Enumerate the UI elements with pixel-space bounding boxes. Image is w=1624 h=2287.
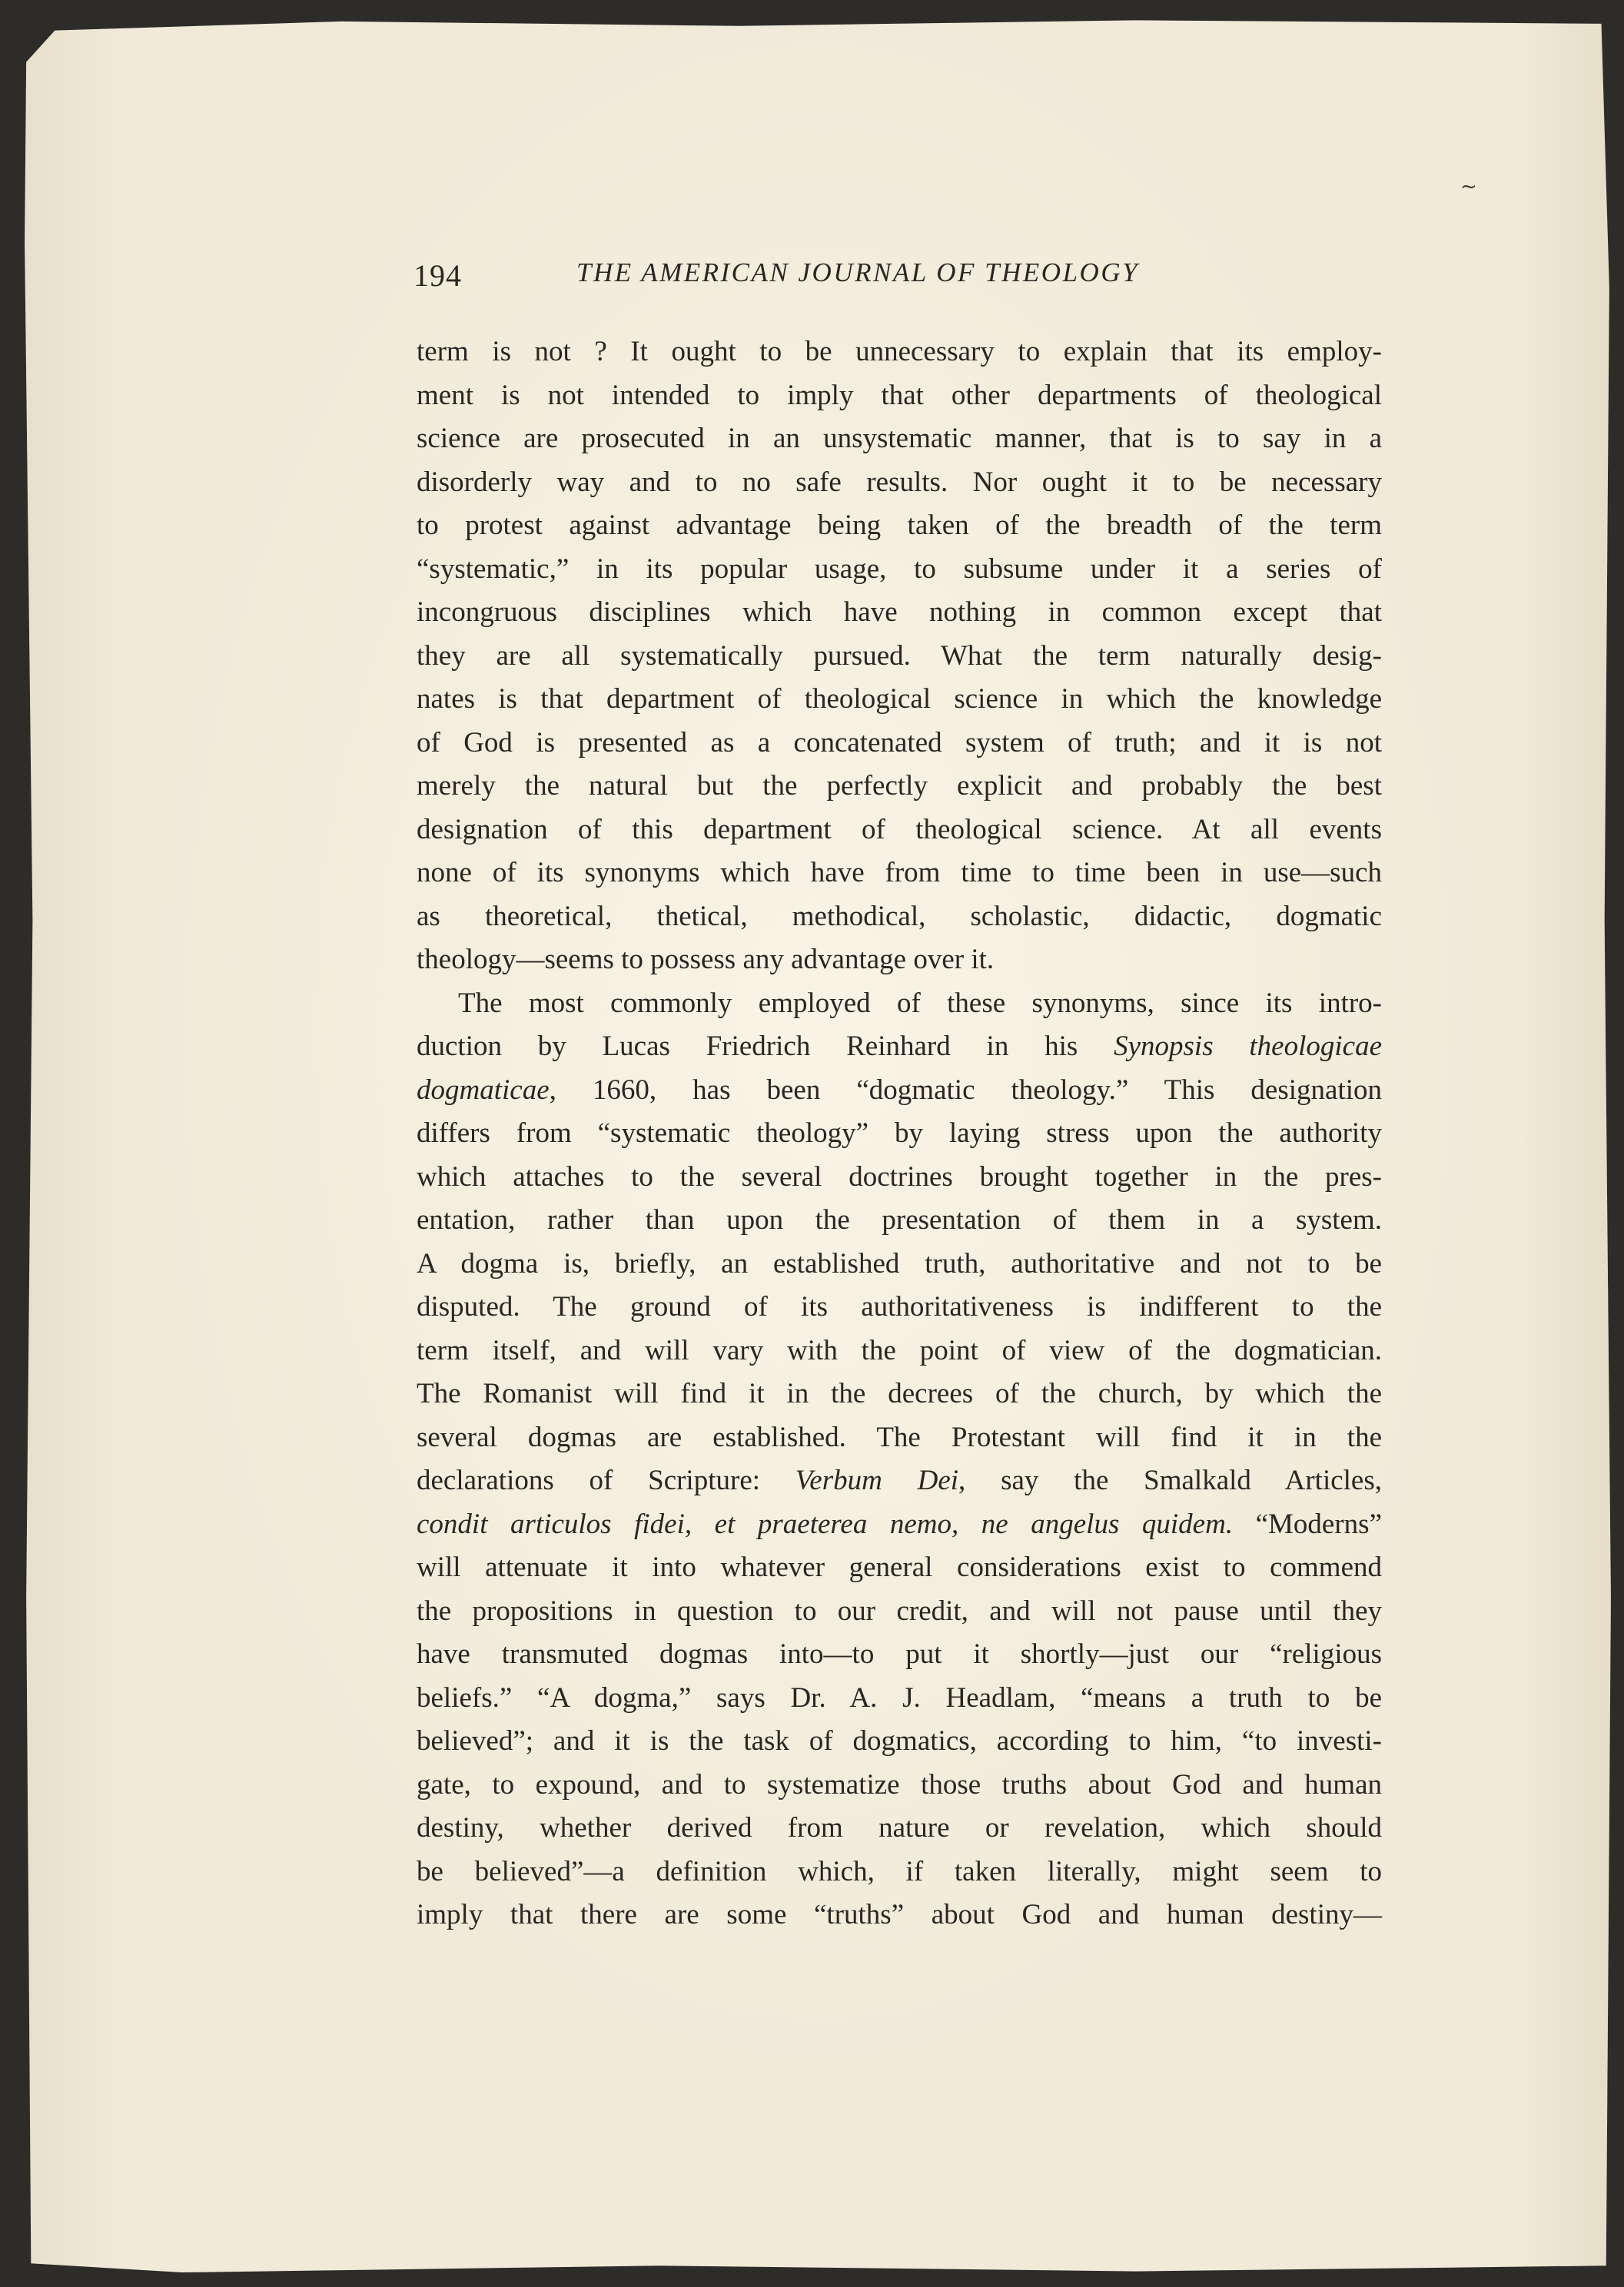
text-line: differs from “systematic theology” by laying stress upon the authority <box>417 1117 1382 1149</box>
text-line <box>417 1459 1382 1503</box>
text-line: disorderly way and to no safe results. Nor ought it to be necessary <box>417 466 1382 498</box>
text-line: several dogmas are established. The Protestant will find it in the <box>417 1421 1382 1453</box>
text-line <box>417 1025 1382 1069</box>
text-line: A dogma is, briefly, an established truth, authoritative and not to be <box>417 1247 1382 1280</box>
text-run: , say the Smalkald Articles, <box>958 1465 1383 1496</box>
page-number: 194 <box>413 258 462 293</box>
italic-latin: Verbum Dei <box>795 1465 959 1496</box>
text-line: merely the natural but the perfectly explicit and probably the best <box>417 770 1382 802</box>
text-run: , 1660, has been “dogmatic theology.” This designation <box>549 1074 1382 1106</box>
text-line: science are prosecuted in an unsystematic manner, that is to say in a <box>417 423 1382 454</box>
text-line: The most commonly employed of these synonyms, since its intro- <box>458 987 1382 1019</box>
text-line: term is not ? It ought to be unnecessary to explain that its employ- <box>417 336 1382 367</box>
margin-mark: ~ <box>1460 175 1477 198</box>
text-run: “Moderns” <box>1233 1508 1382 1540</box>
text-line: theology—seems to possess any advantage over it. <box>417 944 995 975</box>
body-text <box>417 330 1382 1937</box>
text-line: none of its synonyms which have from time to time been in use—such <box>417 857 1382 888</box>
text-line: designation of this department of theological science. At all events <box>417 813 1382 845</box>
italic-title: Synopsis theologicae <box>1114 1031 1382 1062</box>
text-line: “systematic,” in its popular usage, to subsume under it a series of <box>417 553 1382 585</box>
italic-latin: condit articulos fidei, et praeterea nemo, ne angelus quidem. <box>417 1508 1234 1540</box>
text-line: have transmuted dogmas into—to put it shortly—just our “religious <box>417 1638 1382 1670</box>
text-line: be believed”—a definition which, if taken literally, might seem to <box>417 1855 1382 1887</box>
text-run: declarations of Scripture: <box>417 1465 795 1496</box>
text-line: they are all systematically pursued. What the term naturally desig- <box>417 639 1382 672</box>
text-line: destiny, whether derived from nature or revelation, which should <box>417 1812 1382 1844</box>
text-line <box>417 1069 1382 1113</box>
text-line: as theoretical, thetical, methodical, scholastic, didactic, dogmatic <box>417 900 1382 932</box>
text-line: the propositions in question to our credit, and will not pause until they <box>417 1595 1382 1627</box>
italic-title: dogmaticae <box>417 1074 550 1106</box>
text-line: of God is presented as a concatenated system of truth; and it is not <box>417 726 1382 758</box>
text-line: ment is not intended to imply that other departments of theological <box>417 379 1382 411</box>
text-line: entation, rather than upon the presentation of them in a system. <box>417 1204 1382 1236</box>
text-run: duction by Lucas Friedrich Reinhard in his <box>417 1031 1114 1062</box>
running-head: THE AMERICAN JOURNAL OF THEOLOGY <box>576 257 1140 287</box>
text-line: will attenuate it into whatever general considerations exist to commend <box>417 1552 1382 1583</box>
text-line: term itself, and will vary with the point of view of the dogmatician. <box>417 1334 1382 1366</box>
text-line: beliefs.” “A dogma,” says Dr. A. J. Headlam, “means a truth to be <box>417 1681 1382 1714</box>
text-line: imply that there are some “truths” about God and human destiny— <box>417 1899 1382 1930</box>
text-line: which attaches to the several doctrines brought together in the pres- <box>417 1160 1382 1193</box>
text-line: to protest against advantage being taken of the breadth of the term <box>417 510 1382 541</box>
text-line: The Romanist will find it in the decrees of the church, by which the <box>417 1378 1382 1409</box>
text-line: nates is that department of theological science in which the knowledge <box>417 683 1382 715</box>
text-line <box>417 1503 1382 1547</box>
page-header <box>413 257 1390 304</box>
text-line: disputed. The ground of its authoritativeness is indifferent to the <box>417 1291 1382 1323</box>
text-line: incongruous disciplines which have nothing in common except that <box>417 596 1382 628</box>
text-line: gate, to expound, and to systematize those truths about God and human <box>417 1768 1382 1801</box>
text-line: believed”; and it is the task of dogmatics, according to him, “to investi- <box>417 1725 1382 1757</box>
